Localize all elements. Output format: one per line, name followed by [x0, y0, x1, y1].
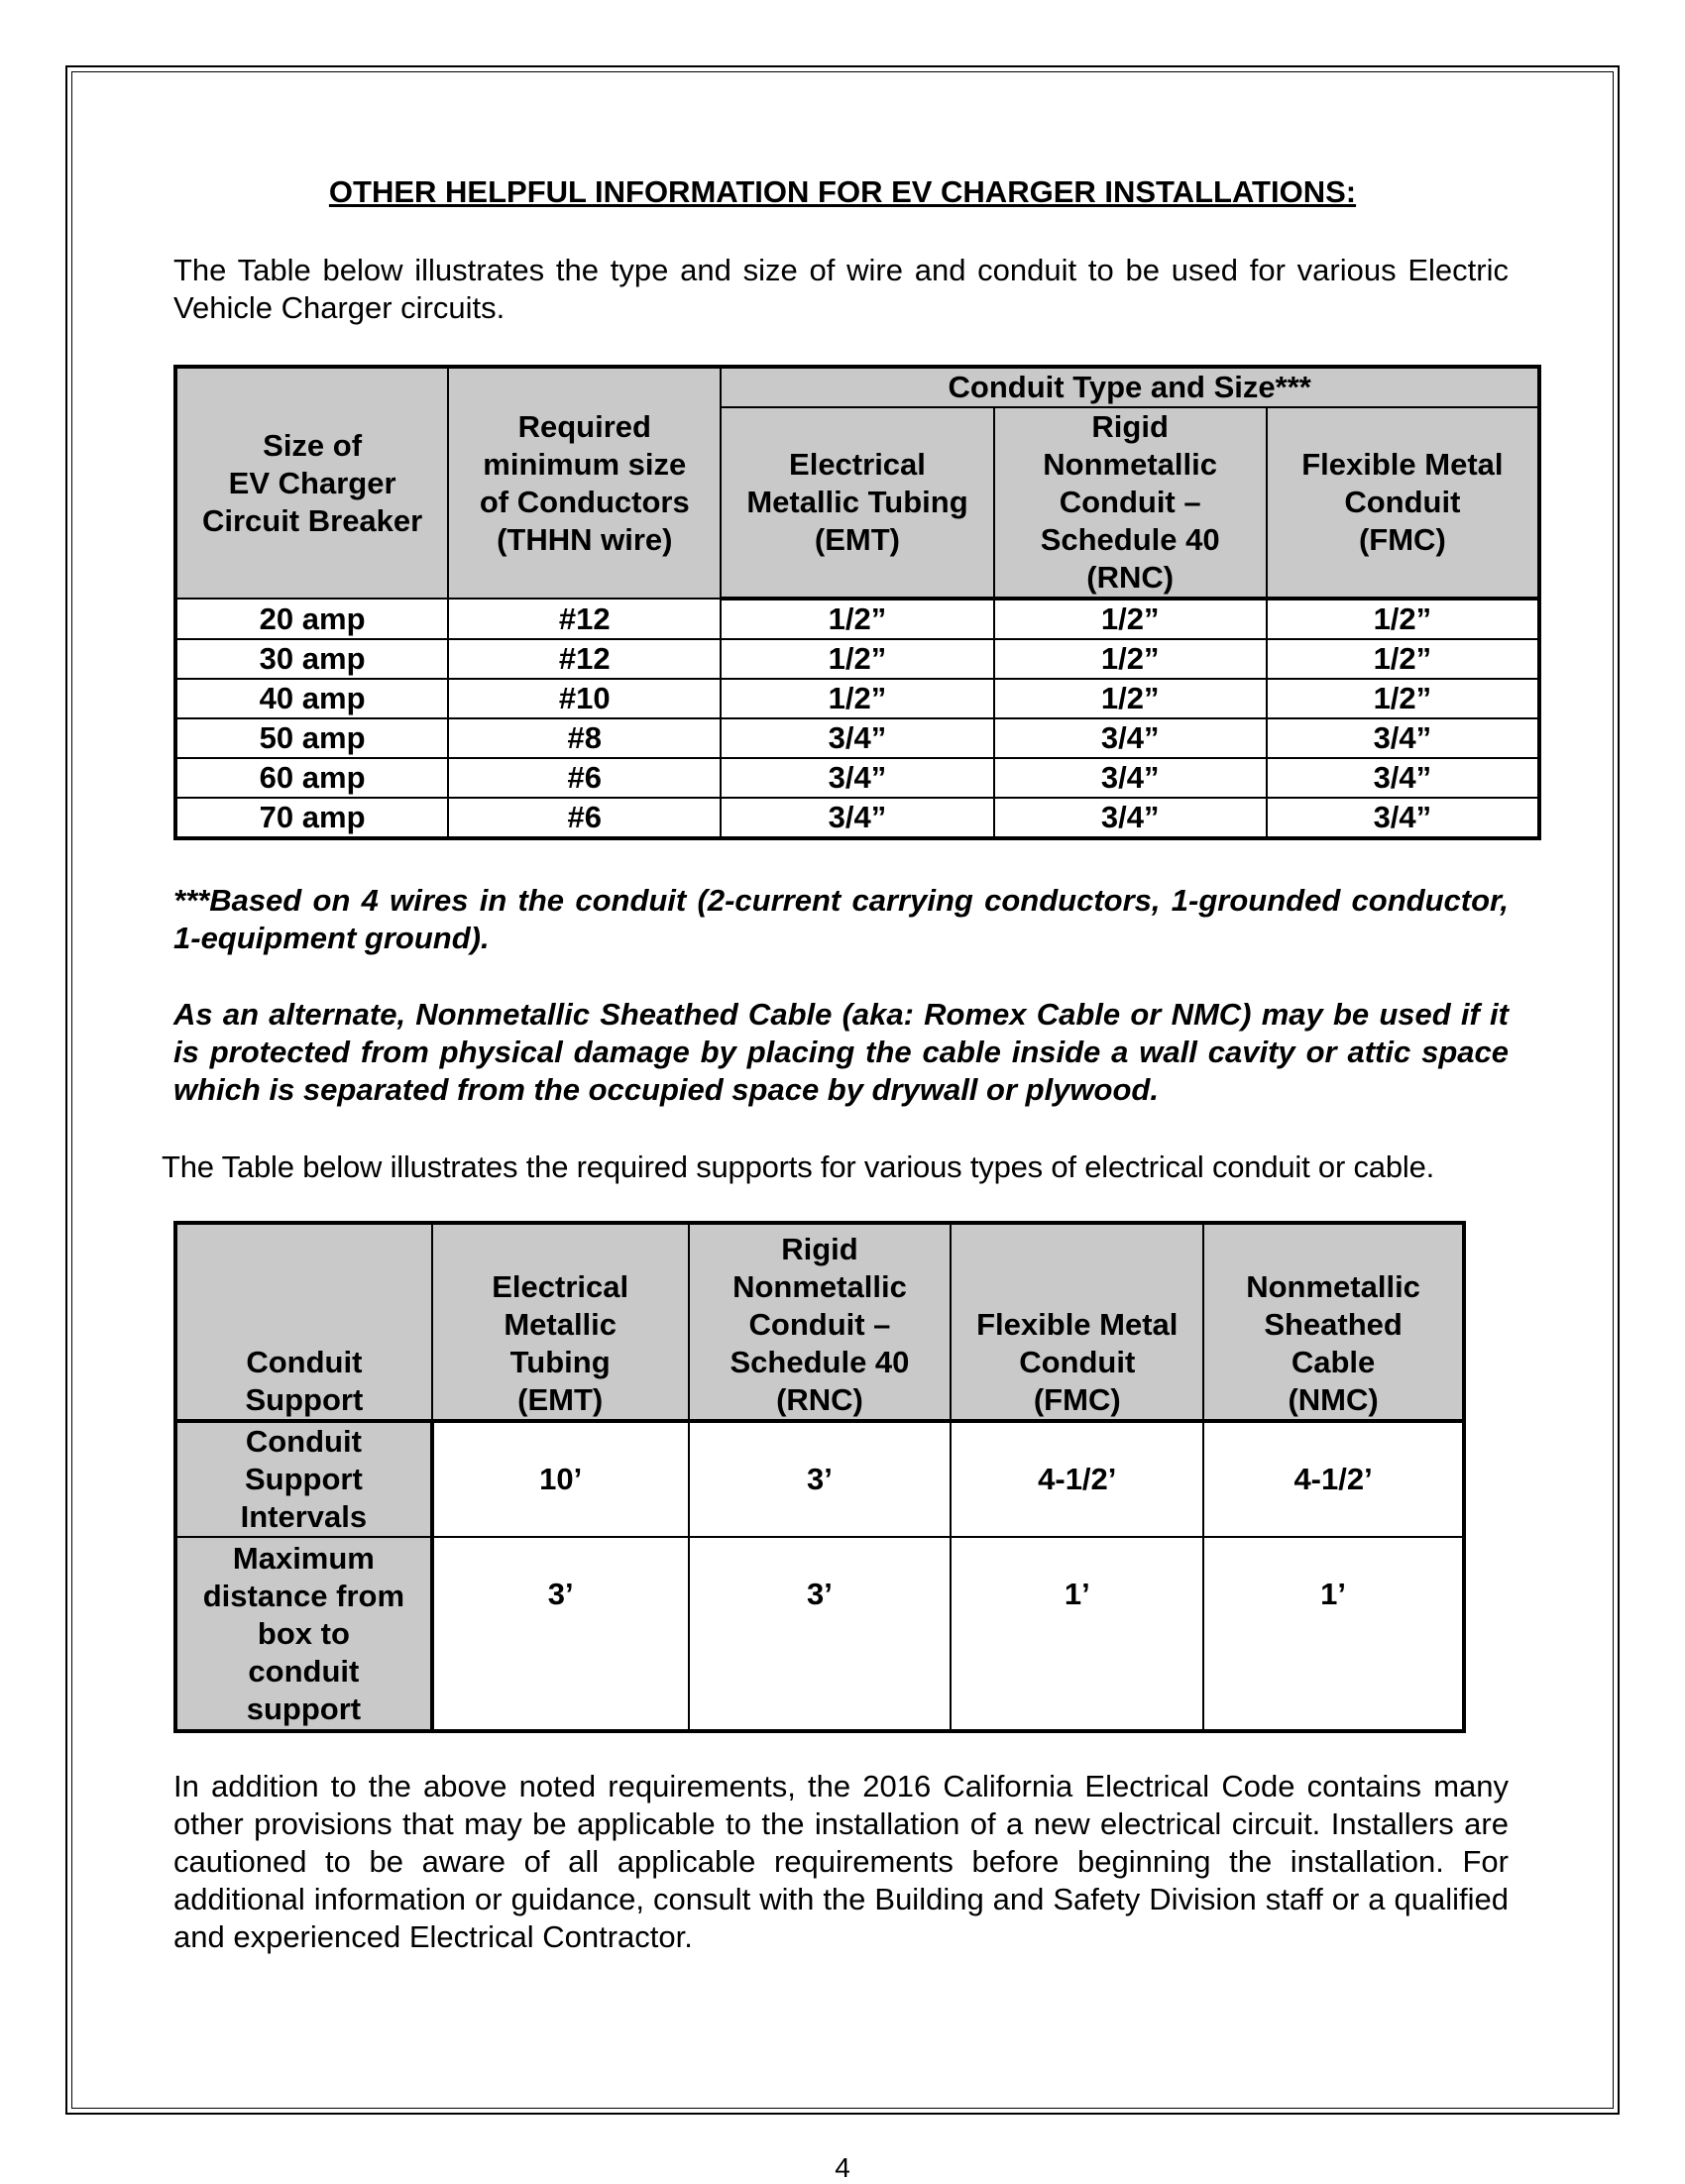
rnc-value-cell: 3’	[689, 1421, 952, 1537]
header-breaker-size	[175, 367, 448, 599]
wire-table-body	[175, 599, 1539, 838]
header-rnc-line: Nonmetallic	[1043, 447, 1218, 482]
fmc-size-cell: 3/4”	[1267, 758, 1539, 798]
table-row	[175, 798, 1539, 838]
rnc-size-cell: 3/4”	[994, 758, 1267, 798]
footnote-wire-count: ***Based on 4 wires in the conduit (2-current carrying conductors, 1-grounded conductor, 1-equipment ground).	[173, 883, 1509, 955]
header-conduit-type-group: Conduit Type and Size***	[721, 367, 1539, 407]
header-rnc	[689, 1223, 952, 1421]
page-heading: OTHER HELPFUL INFORMATION FOR EV CHARGER INSTALLATIONS:	[328, 174, 1357, 209]
row-label-line: distance from	[202, 1578, 405, 1613]
breaker-size-cell: 70 amp	[175, 798, 448, 838]
page-number: 4	[835, 2152, 850, 2183]
header-rnc-line: Schedule 40	[730, 1345, 910, 1379]
header-emt-line: (EMT)	[814, 522, 901, 557]
breaker-size-cell: 60 amp	[175, 758, 448, 798]
emt-size-cell: 3/4”	[721, 758, 993, 798]
conduit-support-table	[173, 1221, 1466, 1733]
header-fmc-line: Flexible Metal	[1301, 447, 1504, 482]
emt-size-cell: 3/4”	[721, 798, 993, 838]
table-row	[175, 758, 1539, 798]
fmc-size-cell: 3/4”	[1267, 718, 1539, 758]
header-rnc-line: Conduit –	[1059, 485, 1201, 519]
header-conduit-support-line: Support	[245, 1382, 364, 1417]
header-rnc	[994, 407, 1267, 599]
header-fmc-line: (FMC)	[1358, 522, 1446, 557]
fmc-value-cell: 1’	[951, 1537, 1203, 1731]
fmc-size-cell: 3/4”	[1267, 798, 1539, 838]
closing-paragraph: In addition to the above noted requirements, the 2016 California Electrical Code contains many other provisions that may be applicable to the installation of a new electrical circuit. Installers are cautioned to be aware of all applicable requirements before beginning the installation. For additional information or guidance, consult with the Building and Safety Division staff or a qualified and experienced Electrical Contractor.	[173, 1769, 1509, 1954]
rnc-size-cell: 1/2”	[994, 639, 1267, 679]
rnc-size-cell: 3/4”	[994, 798, 1267, 838]
header-conductor-size-line: Required	[517, 408, 651, 444]
header-breaker-size-line: Size of	[263, 427, 363, 463]
header-emt	[721, 407, 993, 599]
header-emt-line: Metallic Tubing	[746, 485, 968, 519]
nmc-value-cell: 1’	[1203, 1537, 1464, 1731]
fmc-value-cell: 4-1/2’	[951, 1421, 1203, 1537]
header-emt-line: Electrical	[492, 1269, 629, 1304]
emt-size-cell: 1/2”	[721, 639, 993, 679]
header-emt-line: Tubing	[509, 1345, 611, 1379]
header-fmc-line: (FMC)	[1033, 1382, 1121, 1417]
header-emt-line: (EMT)	[517, 1382, 604, 1417]
row-label	[175, 1537, 432, 1731]
fmc-size-cell: 1/2”	[1267, 679, 1539, 718]
header-fmc	[1267, 407, 1539, 599]
conductor-size-cell: #12	[448, 599, 721, 639]
conductor-size-cell: #10	[448, 679, 721, 718]
intro-paragraph-wire-table: The Table below illustrates the type and size of wire and conduit to be used for various Electric Vehicle Charger circuits.	[173, 253, 1509, 325]
table-row	[175, 599, 1539, 639]
header-rnc-line: (RNC)	[776, 1382, 863, 1417]
header-conductor-size-line: of Conductors	[479, 484, 690, 519]
fmc-size-cell: 1/2”	[1267, 599, 1539, 639]
support-table-body	[175, 1421, 1464, 1731]
breaker-size-cell: 20 amp	[175, 599, 448, 639]
header-rnc-line: Schedule 40	[1040, 522, 1220, 557]
note-nmc-alternate: As an alternate, Nonmetallic Sheathed Cable (aka: Romex Cable or NMC) may be used if it is protected from physical damage by placing the cable inside a wall cavity or attic space which is separated from the occupied space by drywall or plywood.	[173, 997, 1509, 1107]
header-emt-line: Electrical	[789, 447, 926, 482]
conductor-size-cell: #12	[448, 639, 721, 679]
header-emt-line: Metallic	[504, 1307, 618, 1342]
breaker-size-cell: 30 amp	[175, 639, 448, 679]
header-fmc-line: Conduit	[1344, 485, 1461, 519]
header-rnc-line: Rigid	[1091, 409, 1169, 444]
header-breaker-size-line: EV Charger	[228, 465, 396, 500]
emt-size-cell: 1/2”	[721, 599, 993, 639]
header-nmc	[1203, 1223, 1464, 1421]
emt-value-cell: 10’	[432, 1421, 689, 1537]
rnc-size-cell: 3/4”	[994, 718, 1267, 758]
header-rnc-line: (RNC)	[1086, 560, 1175, 595]
row-label-line: conduit	[248, 1653, 360, 1689]
row-label-line: support	[246, 1691, 362, 1726]
header-conductor-size-line: (THHN wire)	[497, 521, 673, 557]
header-fmc-line: Conduit	[1019, 1345, 1136, 1379]
header-emt	[432, 1223, 689, 1421]
row-label-line: Intervals	[240, 1499, 368, 1534]
table-row	[175, 639, 1539, 679]
row-label-line: box to	[257, 1615, 350, 1651]
emt-value-cell: 3’	[432, 1537, 689, 1731]
rnc-size-cell: 1/2”	[994, 679, 1267, 718]
row-label-line: Maximum	[232, 1540, 375, 1576]
table-row	[175, 1421, 1464, 1537]
conductor-size-cell: #8	[448, 718, 721, 758]
conductor-size-cell: #6	[448, 798, 721, 838]
row-label-line: Support	[244, 1462, 363, 1496]
table-row	[175, 1537, 1464, 1731]
emt-size-cell: 3/4”	[721, 718, 993, 758]
rnc-size-cell: 1/2”	[994, 599, 1267, 639]
header-rnc-line: Rigid	[781, 1232, 858, 1266]
emt-size-cell: 1/2”	[721, 679, 993, 718]
row-label-line: Conduit	[245, 1424, 362, 1459]
header-nmc-line: Sheathed	[1264, 1307, 1403, 1342]
table-row	[175, 679, 1539, 718]
header-rnc-line: Nonmetallic	[732, 1269, 907, 1304]
breaker-size-cell: 40 amp	[175, 679, 448, 718]
table-row	[175, 718, 1539, 758]
header-nmc-line: Cable	[1291, 1345, 1376, 1379]
header-conduit-support-line: Conduit	[246, 1345, 363, 1379]
header-conductor-size	[448, 367, 721, 599]
rnc-value-cell: 3’	[689, 1537, 952, 1731]
support-table-header-row	[175, 1223, 1464, 1421]
fmc-size-cell: 1/2”	[1267, 639, 1539, 679]
header-nmc-line: (NMC)	[1288, 1382, 1379, 1417]
header-rnc-line: Conduit –	[748, 1307, 891, 1342]
intro-paragraph-support-table: The Table below illustrates the required supports for various types of electrical conduit or cable.	[162, 1149, 1435, 1184]
breaker-size-cell: 50 amp	[175, 718, 448, 758]
header-nmc-line: Nonmetallic	[1246, 1269, 1420, 1304]
header-conduit-support	[175, 1223, 432, 1421]
wire-conduit-size-table	[173, 365, 1541, 840]
conductor-size-cell: #6	[448, 758, 721, 798]
nmc-value-cell: 4-1/2’	[1203, 1421, 1464, 1537]
header-fmc	[951, 1223, 1203, 1421]
header-conductor-size-line: minimum size	[483, 446, 687, 482]
row-label	[175, 1421, 432, 1537]
header-fmc-line: Flexible Metal	[976, 1307, 1179, 1342]
header-breaker-size-line: Circuit Breaker	[201, 502, 423, 538]
